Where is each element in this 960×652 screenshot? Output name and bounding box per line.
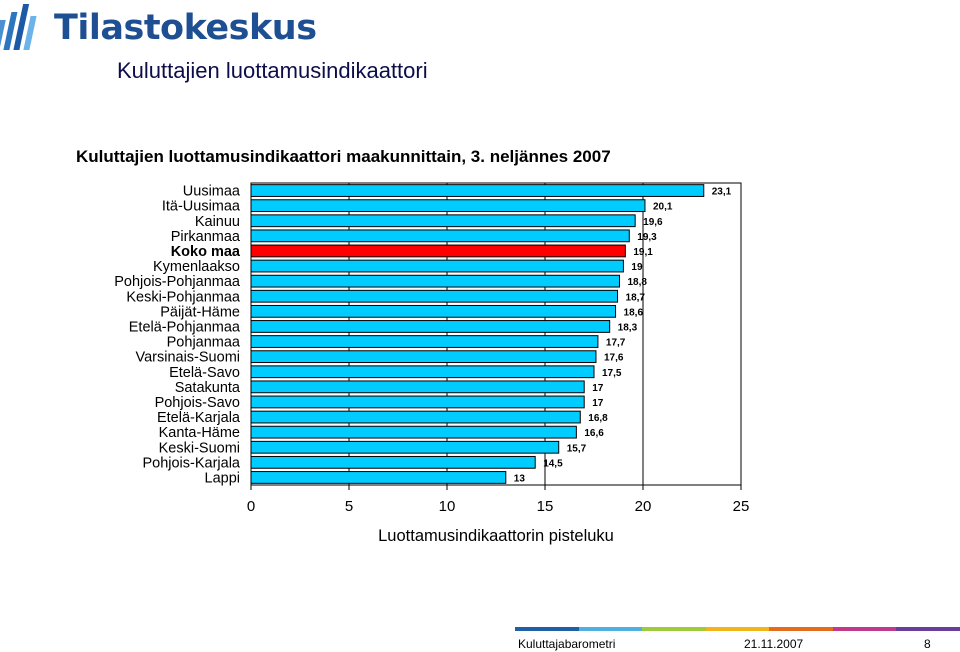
footer-band-segment [706, 627, 770, 631]
x-tick-label: 15 [536, 498, 554, 515]
value-label: 17,7 [605, 337, 626, 349]
category-label: Pohjanmaa [166, 334, 240, 351]
category-label: Keski-Suomi [158, 440, 240, 457]
category-label: Varsinais-Suomi [135, 349, 240, 366]
value-label: 19,3 [637, 231, 657, 243]
bar [251, 185, 704, 197]
value-label: 19,1 [633, 246, 653, 258]
bar [251, 472, 506, 484]
value-label: 17 [592, 382, 604, 394]
category-label: Satakunta [174, 379, 240, 396]
category-label: Keski-Pohjanmaa [126, 289, 240, 306]
value-label: 18,8 [627, 277, 647, 289]
bar [251, 321, 610, 333]
bar [251, 230, 629, 242]
category-label: Etelä-Karjala [156, 410, 240, 427]
value-label: 13 [513, 473, 525, 485]
category-label: Itä-Uusimaa [161, 198, 240, 215]
bar [251, 215, 635, 227]
bar [251, 426, 576, 438]
bar [251, 260, 623, 272]
category-label: Pirkanmaa [170, 228, 240, 245]
value-label: 15,7 [566, 443, 587, 455]
bar [251, 305, 616, 317]
footer-band-segment [642, 627, 706, 631]
x-tick-label: 5 [344, 498, 354, 515]
category-label: Koko maa [170, 243, 240, 260]
bar [251, 200, 645, 212]
footer-band-segment [769, 627, 833, 631]
plot-area [251, 183, 741, 485]
x-tick-label: 0 [246, 498, 256, 515]
category-label: Uusimaa [182, 183, 240, 200]
category-label: Kanta-Häme [158, 425, 240, 442]
value-label: 19,6 [643, 216, 663, 228]
footer-band-segment [515, 627, 579, 631]
value-label: 18,7 [625, 292, 645, 304]
value-label: 18,6 [623, 307, 644, 319]
bar [251, 411, 580, 423]
value-label: 17,5 [602, 367, 622, 379]
bar [251, 351, 596, 363]
slide-title: Kuluttajien luottamusindikaattori [117, 58, 428, 83]
x-tick-label: 25 [732, 498, 750, 515]
value-label: 16,6 [584, 428, 604, 440]
value-label: 16,8 [588, 413, 608, 425]
category-label: Etelä-Pohjanmaa [128, 319, 240, 336]
bar [251, 275, 619, 287]
footer-source: Kuluttajabarometri [518, 637, 616, 651]
category-label: Pohjois-Karjala [142, 455, 240, 472]
footer-band-segment [579, 627, 643, 631]
value-label: 18,3 [617, 322, 638, 334]
category-label: Pohjois-Savo [154, 394, 240, 411]
value-label: 19 [631, 262, 643, 274]
category-label: Etelä-Savo [169, 364, 240, 381]
logo-text: Tilastokeskus [54, 8, 317, 48]
bar [251, 366, 594, 378]
value-label: 14,5 [543, 458, 563, 470]
category-label: Kymenlaakso [152, 259, 240, 276]
value-label: 23,1 [711, 186, 732, 198]
x-tick-label: 20 [634, 498, 652, 515]
category-label: Päijät-Häme [160, 304, 240, 321]
bar [251, 381, 584, 393]
chart-title: Kuluttajien luottamusindikaattori maakunnittain, 3. neljännes 2007 [76, 147, 611, 166]
bar [251, 245, 625, 257]
footer-band-segment [896, 627, 960, 631]
bar [251, 290, 618, 302]
footer-color-band [515, 627, 960, 631]
value-label: 17 [592, 397, 604, 409]
x-tick-label: 10 [438, 498, 456, 515]
bar [251, 336, 598, 348]
page-number: 8 [924, 637, 931, 651]
category-label: Pohjois-Pohjanmaa [114, 274, 240, 291]
category-label: Lappi [204, 470, 240, 487]
bar [251, 396, 584, 408]
footer-date: 21.11.2007 [744, 637, 804, 651]
category-label: Kainuu [194, 213, 240, 230]
bar [251, 456, 535, 468]
footer-band-segment [833, 627, 897, 631]
value-label: 17,6 [603, 352, 624, 364]
x-axis-label: Luottamusindikaattorin pisteluku [378, 527, 614, 545]
value-label: 20,1 [652, 201, 673, 213]
bar [251, 441, 559, 453]
